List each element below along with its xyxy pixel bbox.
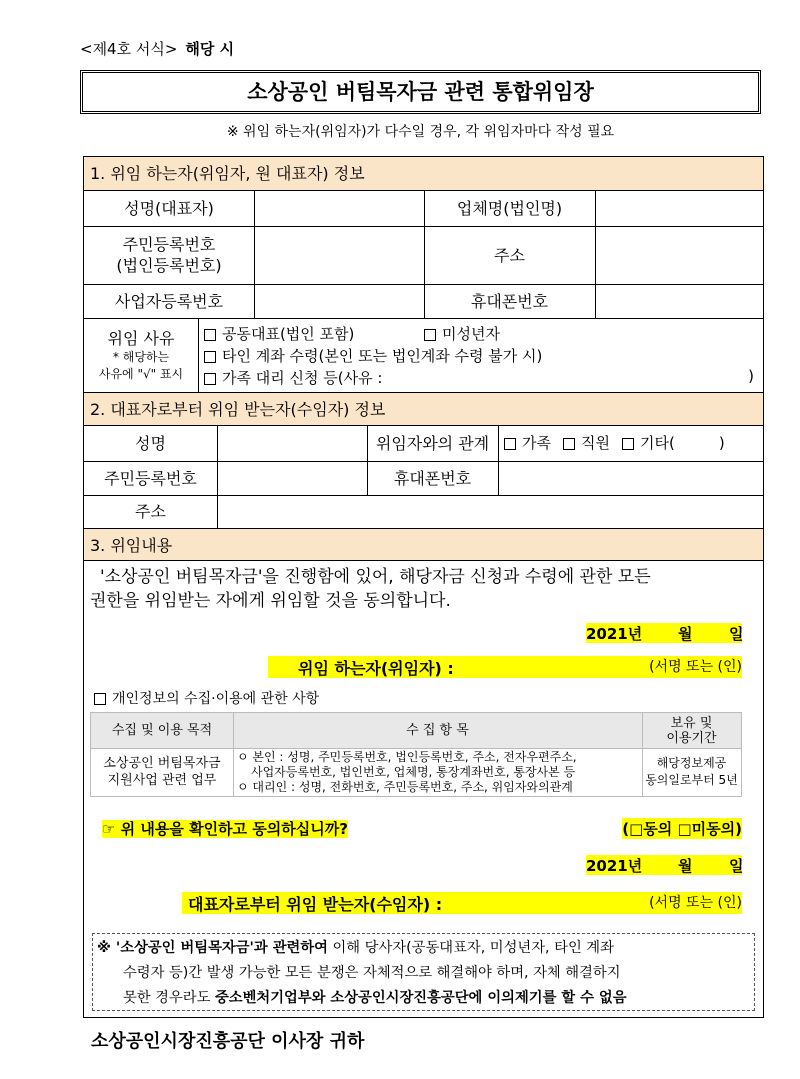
purpose-cell: 소상공인 버팀목자금 지원사업 관련 업무: [103, 756, 221, 788]
checkbox-other[interactable]: [622, 438, 634, 450]
page-title: 소상공인 버팀목자금 관련 통합위임장: [80, 70, 761, 114]
form-body: [83, 156, 764, 1018]
delegate-name-label: 성명: [135, 434, 166, 453]
section2-header: 2. 대표자로부터 위임 받는자(수임자) 정보: [84, 392, 763, 426]
date-line-2: 2021년 월 일: [586, 857, 744, 875]
consent-line: [102, 818, 742, 840]
checkbox-family[interactable]: [504, 438, 516, 450]
section3-header: 3. 위임내용: [84, 528, 763, 561]
retention-cell: 해당정보제공 동의일로부터 5년: [645, 756, 738, 787]
delegate-name-field[interactable]: [217, 426, 367, 461]
privacy-title: 개인정보의 수집·이용에 관한 사항: [94, 688, 319, 708]
relation-options: 가족 직원 기타( ): [498, 426, 763, 461]
addressee: 소상공인시장진흥공단 이사장 귀하: [91, 1031, 365, 1052]
title-note: ※ 위임 하는자(위임자)가 다수일 경우, 각 위임자마다 작성 필요: [226, 124, 615, 140]
agree-option[interactable]: (□동의: [622, 820, 673, 838]
reason-row-3: 가족 대리 신청 등(사유 : ): [204, 367, 754, 388]
company-label: 업체명(법인명): [456, 199, 563, 218]
date-line-1: 2021년 월 일: [586, 625, 744, 643]
consent-question: ☞ 위 내용을 확인하고 동의하십니까?: [102, 820, 348, 838]
col-retention: 보유 및 이용기간: [666, 715, 717, 746]
reason-label: 위임 사유 * 해당하는 사유에 "√" 표시: [98, 328, 184, 381]
rrn-label: 주민등록번호 (법인등록번호): [116, 235, 222, 275]
delegate-address-label: 주소: [135, 502, 166, 521]
company-field[interactable]: [595, 191, 763, 226]
privacy-table: [90, 712, 742, 797]
delegate-rrn-field[interactable]: [217, 461, 367, 495]
mobile-label: 휴대폰번호: [470, 291, 549, 311]
relation-label: 위임자와의 관계: [375, 434, 490, 453]
checkbox-staff[interactable]: [563, 438, 575, 450]
biz-no-label: 사업자등록번호: [114, 291, 224, 311]
reason-row-1: 공동대표(법인 포함) 미성년자: [204, 323, 500, 344]
delegator-sign-line: 위임 하는자(위임자) : (서명 또는 (인): [268, 656, 742, 678]
mobile-field[interactable]: [595, 284, 763, 318]
name-field[interactable]: [254, 191, 424, 226]
checkbox-privacy[interactable]: [94, 693, 106, 705]
applies-label: 해당 시: [185, 40, 235, 58]
checkbox-minor[interactable]: [424, 329, 436, 341]
disagree-option[interactable]: □미동의): [677, 820, 742, 838]
col-purpose: 수집 및 이용 목적: [111, 723, 213, 738]
delegation-text: '소상공인 버팀목자금'을 진행함에 있어, 해당자금 신청과 수령에 관한 모든 권한을 위임받는 자에게 위임할 것을 동의합니다.: [90, 567, 651, 611]
col-items: 수 집 항 목: [406, 723, 469, 738]
delegate-sign-line: 대표자로부터 위임 받는자(수임자) : (서명 또는 (인): [182, 892, 742, 914]
address-label: 주소: [494, 245, 525, 265]
name-label: 성명(대표자): [124, 199, 214, 218]
form-number: <제4호 서식> 해당 시: [80, 40, 235, 58]
delegate-mobile-label: 휴대폰번호: [393, 468, 472, 488]
checkbox-other-account[interactable]: [204, 351, 216, 363]
delegate-mobile-field[interactable]: [498, 461, 763, 495]
notice-box: ※ '소상공인 버팀목자금'과 관련하여 이해 당사자(공동대표자, 미성년자, 타인 계좌 수령자 등)간 발생 가능한 모든 분쟁은 자체적으로 해결해야 하며, 자체 해결하지 못한 경우라도 중소벤처기업부와 소상공인시장진흥공단에 이의제기를 할 수 없음: [92, 933, 755, 1011]
items-cell: ㅇ 본인 : 성명, 주민등록번호, 법인등록번호, 주소, 전자우편주소, 사업자등록번호, 법인번호, 업체명, 통장계좌번호, 통장사본 등 ㅇ 대리인 : 성명, 전화번호, 주민등록번호, 주소, 위임자와의관계: [237, 750, 577, 794]
delegate-rrn-label: 주민등록번호: [104, 468, 197, 488]
checkbox-family-proxy[interactable]: [204, 373, 216, 385]
section1-header: 1. 위임 하는자(위임자, 원 대표자) 정보: [84, 157, 763, 191]
consent-options: [622, 818, 742, 839]
checkbox-joint-rep[interactable]: [204, 329, 216, 341]
address-field[interactable]: [595, 226, 763, 284]
delegate-address-field[interactable]: [217, 495, 763, 528]
rrn-field[interactable]: [254, 226, 424, 284]
biz-no-field[interactable]: [254, 284, 424, 318]
reason-row-2: 타인 계좌 수령(본인 또는 법인계좌 수령 불가 시): [204, 345, 542, 366]
